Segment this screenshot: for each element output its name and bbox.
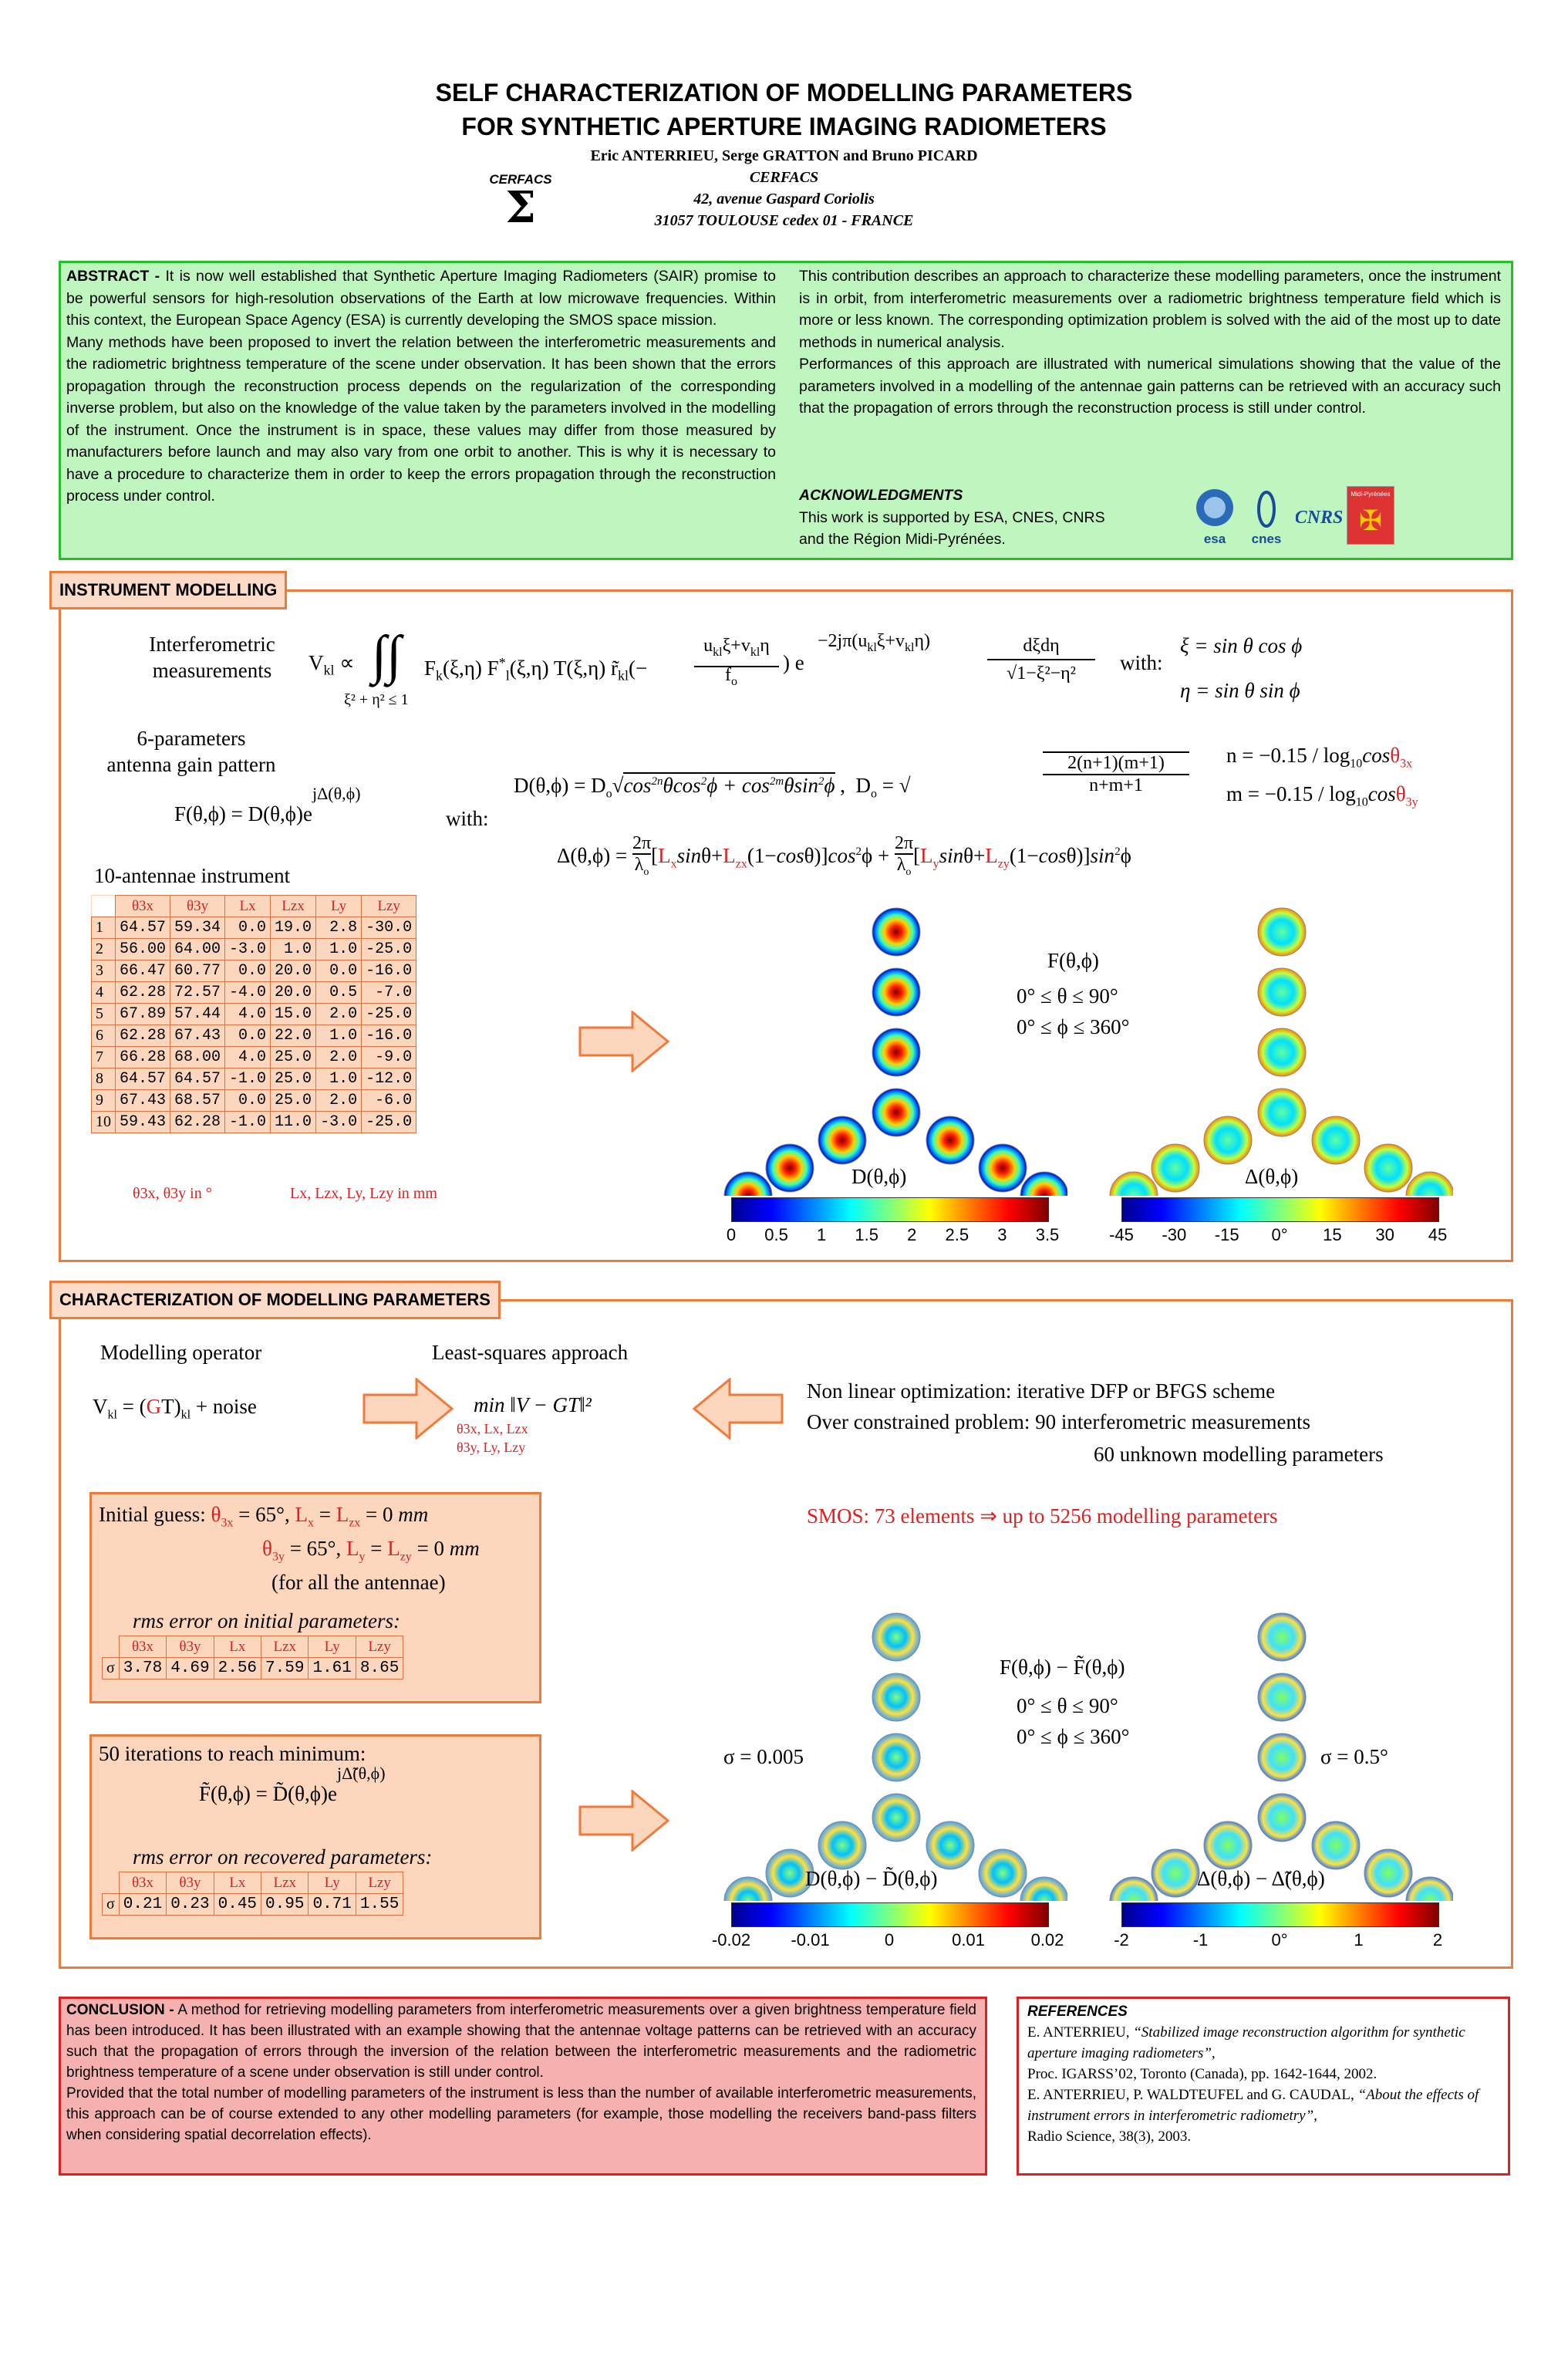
least-squares-label: Least-squares approach — [432, 1341, 629, 1364]
antenna-disk — [766, 1144, 814, 1192]
antenna-disk — [818, 1116, 866, 1164]
f-label: F(θ,ϕ) — [1047, 949, 1099, 972]
esa-logo — [1192, 486, 1238, 548]
arrow-left-icon — [691, 1378, 784, 1440]
svg-text:✠: ✠ — [1358, 505, 1383, 537]
reference-2: E. ANTERRIEU, P. WALDTEUFEL and G. CAUDAL, “About the effects of instrument errors in interferometric radiometry”, — [1027, 2087, 1479, 2124]
colorbar-tick-label: 1.5 — [855, 1225, 878, 1244]
sigma-d: σ = 0.005 — [723, 1745, 804, 1768]
integration-domain: ξ² + η² ≤ 1 — [344, 691, 409, 708]
sigma-delta: σ = 0.5° — [1320, 1745, 1388, 1768]
antenna-disk — [1110, 1877, 1158, 1901]
colorbar-tick-label: 2 — [907, 1225, 917, 1244]
theta-range-2: 0° ≤ θ ≤ 90° — [1017, 1694, 1118, 1717]
arrow-right-icon — [362, 1378, 455, 1440]
colorbar-tick-label: -45 — [1109, 1225, 1134, 1244]
rms-recovered-label: rms error on recovered parameters: — [133, 1845, 433, 1869]
theta-range: 0° ≤ θ ≤ 90° — [1017, 984, 1118, 1008]
colorbar-tick-label: 1 — [1354, 1930, 1364, 1950]
modelling-operator-equation: $V_{kl} = (GT)_{kl}$ + noise — [93, 1395, 257, 1422]
colorbar-tick-label: 1 — [817, 1225, 827, 1244]
eta-definition: η = sin θ sin ϕ — [1180, 679, 1300, 702]
conclusion-text: CONCLUSION - A method for retrieving modelling parameters from interferometric measurements over a given brightness temperature field has been introduced. It has been illustrated with an example showing that the antennae voltage patterns can be retrieved with an accuracy such that the propagation of errors through the inversion of the relation between the interferometric measurements and the radiometric brightness temperature of a scene under observation is still under control. Provided that the total number of modelling parameters of the instrument is less than the number of available interferometric measurements, this approach can be of course extended to any other modelling parameters (for example, those modelling the receivers band-pass filters when considering spatial decorrelation effects). — [66, 2002, 976, 2143]
rms-initial-label: rms error on initial parameters: — [133, 1609, 401, 1632]
colorbar-delta — [1121, 1197, 1439, 1222]
cerfacs-logo — [490, 164, 551, 225]
colorbar-tick-label: 2.5 — [945, 1225, 969, 1244]
d0-fraction: 2(n+1)(m+1) n+m+1 — [1043, 751, 1189, 796]
colorbar-tick-label: 0.01 — [952, 1930, 985, 1950]
svg-text:Σ: Σ — [505, 182, 536, 225]
colorbar-tick-label: -30 — [1162, 1225, 1187, 1244]
antenna-disk — [1110, 1172, 1158, 1196]
references-text — [1027, 2001, 1501, 2147]
antenna-disk — [1258, 1673, 1306, 1721]
colorbar-tick-label: -2 — [1114, 1930, 1129, 1950]
smos-note: SMOS: 73 elements ⇒ up to 5256 modelling parameters — [807, 1504, 1278, 1528]
midi-pyrenees-logo — [1347, 486, 1394, 545]
references-label: REFERENCES — [1027, 2004, 1128, 2020]
antenna-disk — [1152, 1849, 1199, 1897]
rms-recovered-table: θ3x θ3y Lx Lzx Ly Lzy σ 0.21 0.23 0.45 0.95 0.71 1.55 — [102, 1872, 403, 1916]
ack-label: ACKNOWLEDGMENTS — [799, 487, 963, 504]
antenna-disk — [724, 1172, 772, 1196]
d-equation: $D(\theta,\phi) = D_o√\cos^{2n}\theta\cos^2\phi + \cos^{2m}\theta\sin^2\phi$ , $D_o$ = √ — [514, 774, 911, 801]
colorbar-tick-label: 2 — [1432, 1930, 1443, 1950]
conclusion-label: CONCLUSION - — [66, 2002, 174, 2018]
overconstrained: Over constrained problem: 90 interferometric measurements — [807, 1410, 1311, 1433]
antenna-parameters-table — [91, 895, 416, 1133]
table-row: 7 66.28 68.00 4.0 25.0 2.0 -9.0 — [92, 1047, 416, 1068]
antenna-disk — [979, 1144, 1027, 1192]
colorbar-tick-label: 3 — [997, 1225, 1007, 1244]
least-squares-equation: min ‖V − GT‖² — [474, 1393, 592, 1416]
gain-pattern-label: 6-parameters antenna gain pattern — [106, 727, 276, 776]
table-row: 6 62.28 67.43 0.0 22.0 1.0 -16.0 — [92, 1025, 416, 1047]
antenna-disk — [872, 908, 920, 956]
colorbar-tick-label: 0 — [726, 1225, 737, 1244]
antenna-disk — [1364, 1849, 1412, 1897]
table-row: 3 66.47 60.77 0.0 20.0 0.0 -16.0 — [92, 960, 416, 982]
colorbar-tick-label: 3.5 — [1035, 1225, 1060, 1244]
interferometric-label: Interferometric measurements — [149, 633, 275, 682]
colorbar-tick-label: 0° — [1271, 1930, 1288, 1950]
with-label-1: with: — [1120, 651, 1163, 674]
antenna-disk — [1020, 1172, 1067, 1196]
col-lzy: Lzy — [362, 896, 416, 917]
colorbar-tick-label: -15 — [1214, 1225, 1239, 1244]
visibility-equation: $V_{kl}$ ∝ ∫∫ $F_k(\xi,\eta)$ $F^*_l(\xi,\eta)$ T(ξ,η) $r̃_{kl}(-$ $u_{kl}\xi+v_{kl}\eta$ $f_o$ ) e $-2j\pi(u_{kl}\xi+v_{kl}\eta)$ dξdη √1−ξ²−η² — [309, 625, 1118, 694]
antenna-disk — [1152, 1144, 1199, 1192]
abstract-p4: Performances of this approach are illustrated with numerical simulations showing that the value of the parameters involved in a modelling of the antennae gain patterns can be retrieved with an accuracy such that the propagation of errors through the reconstruction process is still under control. — [799, 356, 1501, 417]
antenna-disk — [1364, 1144, 1412, 1192]
svg-text:Midi-Pyrénées: Midi-Pyrénées — [1351, 491, 1391, 498]
iterations-label: 50 iterations to reach minimum: — [99, 1742, 366, 1765]
colorbar-tick-label: 45 — [1428, 1225, 1448, 1244]
unknown-params: 60 unknown modelling parameters — [1094, 1443, 1384, 1466]
delta-error-figure — [1098, 1592, 1453, 1901]
antenna-disk — [872, 1613, 920, 1661]
antenna-disk — [979, 1849, 1027, 1897]
antenna-disk — [926, 1821, 974, 1869]
ten-antennae-label: 10-antennae instrument — [94, 864, 291, 887]
colorbar-delta-ticks — [1109, 1225, 1448, 1248]
table-row: 4 62.28 72.57 -4.0 20.0 0.5 -7.0 — [92, 982, 416, 1004]
abstract-left-column — [66, 265, 776, 508]
ack-line1: This work is supported by ESA, CNES, CNRS — [799, 508, 1105, 526]
unit-mm: Lx, Lzx, Ly, Lzy in mm — [290, 1185, 437, 1202]
colorbar-d-ticks — [726, 1225, 1060, 1248]
antenna-disk — [1312, 1821, 1360, 1869]
antenna-disk — [1258, 1794, 1306, 1842]
svg-text:CNRS: CNRS — [1296, 508, 1342, 528]
col-lzx: Lzx — [271, 896, 316, 917]
antenna-disk — [1204, 1116, 1252, 1164]
colorbar-tick-label: 0.5 — [764, 1225, 788, 1244]
colorbar-tick-label: 30 — [1375, 1225, 1394, 1244]
antenna-disk — [1406, 1877, 1453, 1901]
colorbar-tick-label: 0.02 — [1030, 1930, 1064, 1950]
d-figure-label: D(θ,ϕ) — [851, 1165, 907, 1188]
colorbar-d-error — [731, 1902, 1049, 1927]
svg-text:esa: esa — [1203, 532, 1226, 546]
svg-text:CERFACS: CERFACS — [490, 172, 551, 187]
phi-range-2: 0° ≤ ϕ ≤ 360° — [1017, 1725, 1130, 1748]
col-ly: Ly — [316, 896, 362, 917]
acknowledgments — [799, 484, 1231, 551]
n-equation: $n = -0.15 / \log_{10}\cos\theta_{3x}$ — [1226, 744, 1413, 771]
antenna-disk — [1258, 1089, 1306, 1136]
abstract-p2: Many methods have been proposed to invert the relation between the interferometric measurements and the radiometric brightness temperature of the scene under observation. It has been shown that the errors propagation through the reconstruction process depends on the regularization of the corresponding inverse problem, but also on the knowledge of the value taken by the parameters involved in the modelling of the instrument. Once the instrument is in space, these values may differ from those measured by manufacturers before launch and may also vary from one orbit to another. This is why it is necessary to have a procedure to characterize them in order to keep the errors propagation through the reconstruction process under control. — [66, 333, 776, 505]
instrument-modelling-tab: INSTRUMENT MODELLING — [49, 571, 287, 609]
colorbar-tick-label: 15 — [1323, 1225, 1342, 1244]
antenna-disk — [872, 1794, 920, 1842]
organization: CERFACS — [749, 169, 819, 186]
antenna-disk — [1258, 1734, 1306, 1781]
antenna-disk — [1258, 968, 1306, 1016]
xi-definition: ξ = sin θ cos ϕ — [1180, 634, 1303, 657]
antenna-disk — [1406, 1172, 1453, 1196]
d-error-label: D(θ,ϕ) − D̃(θ,ϕ) — [805, 1867, 938, 1890]
authors: Eric ANTERRIEU, Serge GRATTON and Bruno PICARD — [590, 147, 978, 164]
table-row: 9 67.43 68.57 0.0 25.0 2.0 -6.0 — [92, 1090, 416, 1112]
ls-subscript-2: θ3y, Ly, Lzy — [457, 1440, 526, 1455]
delta-pattern-figure — [1098, 887, 1453, 1196]
abstract-label: ABSTRACT - — [66, 268, 160, 285]
antenna-disk — [1258, 908, 1306, 956]
antenna-disk — [724, 1877, 772, 1901]
arrow-right-icon — [578, 1011, 671, 1072]
cnrs-logo — [1296, 491, 1342, 540]
delta-figure-label: Δ(θ,ϕ) — [1245, 1165, 1299, 1188]
table-row: 1 64.57 59.34 0.0 19.0 2.8 -30.0 — [92, 917, 416, 939]
antenna-disk — [1258, 1028, 1306, 1076]
col-theta3y: θ3y — [170, 896, 225, 917]
colorbar-d — [731, 1197, 1049, 1222]
initial-guess-line1: Initial guess: $\theta_{3x} = 65^\circ$, $L_x = L_{zx} = 0$ mm — [99, 1503, 429, 1530]
colorbar-tick-label: -1 — [1192, 1930, 1209, 1950]
antenna-disk — [818, 1821, 866, 1869]
svg-text:cnes: cnes — [1251, 532, 1282, 546]
colorbar-tick-label: -0.01 — [791, 1930, 830, 1950]
reference-2-source: Radio Science, 38(3), 2003. — [1027, 2129, 1192, 2145]
cnes-logo — [1243, 486, 1290, 548]
delta-error-label: Δ(θ,ϕ) − Δ̃(θ,ϕ) — [1197, 1867, 1325, 1890]
reference-1-source: Proc. IGARSS’02, Toronto (Canada), pp. 1642-1644, 2002. — [1027, 2066, 1377, 2082]
poster-title-line2: FOR SYNTHETIC APERTURE IMAGING RADIOMETERS — [461, 113, 1107, 140]
characterization-tab: CHARACTERIZATION OF MODELLING PARAMETERS — [49, 1281, 501, 1319]
col-lx: Lx — [225, 896, 271, 917]
arrow-right-icon — [578, 1790, 671, 1852]
unit-degrees: θ3x, θ3y in ° — [133, 1185, 212, 1202]
col-theta3x: θ3x — [116, 896, 170, 917]
antenna-disk — [872, 1028, 920, 1076]
m-equation: $m = -0.15 / \log_{10}\cos\theta_{3y}$ — [1226, 782, 1418, 809]
gain-pattern-equation: $F(\theta,\phi) = D(\theta,\phi)e^{j\Delta(\theta,\phi)}$ — [174, 784, 361, 825]
colorbar-tick-label: 0 — [884, 1930, 895, 1950]
colorbar-tick-label: 0° — [1271, 1225, 1288, 1244]
with-label-2: with: — [446, 807, 489, 830]
table-row: 2 56.00 64.00 -3.0 1.0 1.0 -25.0 — [92, 939, 416, 960]
rms-initial-table: θ3x θ3y Lx Lzx Ly Lzy σ 3.78 4.69 2.56 7.59 1.61 8.65 — [102, 1636, 403, 1680]
colorbar-delta-error — [1121, 1902, 1439, 1927]
reference-1: E. ANTERRIEU, “Stabilized image reconstruction algorithm for synthetic aperture imaging radiometers”, — [1027, 2024, 1465, 2061]
recovered-equation: F̃(θ,ϕ) = $D̃(\theta,\phi)e^{j\Deltã(\theta,\phi)}$ — [199, 1764, 386, 1805]
antenna-disk — [872, 968, 920, 1016]
antenna-disk — [872, 1734, 920, 1781]
initial-guess-line2: $\theta_{3y} = 65^\circ$, $L_y = L_{zy} = 0$ mm — [262, 1537, 480, 1564]
colorbar-tick-label: -0.02 — [711, 1930, 751, 1950]
table-row: 5 67.89 57.44 4.0 15.0 2.0 -25.0 — [92, 1004, 416, 1025]
antenna-disk — [1312, 1116, 1360, 1164]
abstract-p1: It is now well established that Synthetic Aperture Imaging Radiometers (SAIR) promise to be powerful sensors for high-resolution observations of the Earth at low microwave frequencies. Within this context, the European Space Agency (ESA) is currently developing the SMOS space mission. — [66, 268, 777, 329]
antenna-disk — [926, 1116, 974, 1164]
diff-label: F(θ,ϕ) − F̃(θ,ϕ) — [1000, 1656, 1125, 1679]
address-line2: 31057 TOULOUSE cedex 01 - FRANCE — [654, 212, 914, 229]
d-pattern-figure — [713, 887, 1067, 1196]
ls-subscript-1: θ3x, Lx, Lzx — [457, 1421, 528, 1436]
abstract-right-column — [799, 265, 1501, 420]
table-row: 8 64.57 64.57 -1.0 25.0 1.0 -12.0 — [92, 1068, 416, 1090]
antenna-disk — [872, 1673, 920, 1721]
abstract-p3: This contribution describes an approach to characterize these modelling parameters, once the instrument is in orbit, from interferometric measurements over a radiometric brightness temperature field which is more or less known. The corresponding optimization problem is solved with the aid of the most up to date methods in numerical analysis. — [799, 268, 1501, 351]
colorbar-d-error-ticks — [711, 1930, 1064, 1953]
nonlinear-opt: Non linear optimization: iterative DFP or BFGS scheme — [807, 1379, 1276, 1403]
modelling-operator-label: Modelling operator — [100, 1341, 262, 1364]
phi-range: 0° ≤ ϕ ≤ 360° — [1017, 1015, 1130, 1038]
address-line1: 42, avenue Gaspard Coriolis — [693, 191, 875, 208]
delta-equation: Δ(θ,ϕ) = $\frac{2\pi}{\lambda_o}[L_x\sin\theta+L_{zx}(1-\cos\theta)]\cos^2\phi$ + $\frac{2\pi}{\lambda_o}[L_y\sin\theta+L_{zy}(1-\cos\theta)]\sin^2\phi$ — [557, 833, 1131, 878]
antenna-disk — [1204, 1821, 1252, 1869]
antenna-disk — [1020, 1877, 1067, 1901]
antenna-disk — [1258, 1613, 1306, 1661]
initial-guess-line3: (for all the antennae) — [271, 1571, 446, 1594]
poster-title-line1: SELF CHARACTERIZATION OF MODELLING PARAMETERS — [435, 79, 1133, 106]
colorbar-delta-error-ticks — [1114, 1930, 1443, 1953]
ack-line2: and the Région Midi-Pyrénées. — [799, 531, 1006, 548]
table-row: 10 59.43 62.28 -1.0 11.0 -3.0 -25.0 — [92, 1112, 416, 1133]
antenna-disk — [872, 1089, 920, 1136]
